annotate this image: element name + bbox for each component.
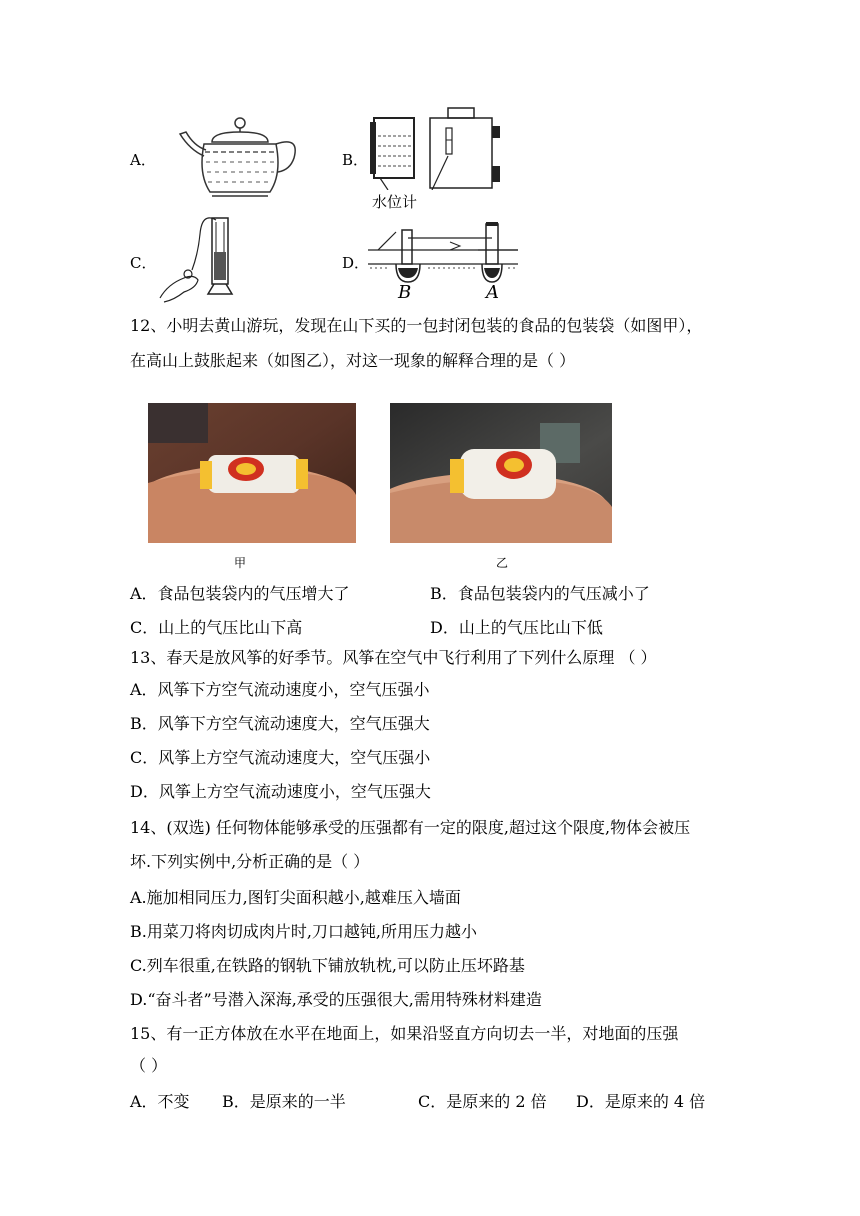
q15-option-c: C．是原来的 2 倍 <box>418 1092 547 1111</box>
teapot-figure <box>178 112 302 200</box>
q14-stem-line2: 坏.下列实例中,分析正确的是（ ） <box>130 852 370 871</box>
q14-option-b: B.用菜刀将肉切成肉片时,刀口越钝,所用压力越小 <box>130 922 478 941</box>
q15-stem-line2: （ ） <box>130 1056 168 1075</box>
q14-option-d: D.“奋斗者”号潜入深海,承受的压强很大,需用特殊材料建造 <box>130 990 542 1009</box>
q14-option-c: C.列车很重,在铁路的钢轨下铺放轨枕,可以防止压坏路基 <box>130 956 525 975</box>
option-c-label: C． <box>130 254 157 272</box>
manometer-figure <box>154 214 246 304</box>
connected-vessels-figure <box>368 220 518 286</box>
option-d-label: D． <box>342 254 370 272</box>
q12-option-c: C．山上的气压比山下高 <box>130 618 303 637</box>
q13-option-c: C．风筝上方空气流动速度大，空气压强小 <box>130 748 431 767</box>
q12-option-a: A．食品包装袋内的气压增大了 <box>130 584 350 603</box>
q15-stem-line1: 15、有一正方体放在水平在地面上，如果沿竖直方向切去一半，对地面的压强 <box>130 1024 679 1043</box>
caption-yi: 乙 <box>496 556 509 570</box>
label-a: A <box>486 282 499 303</box>
q12-stem-line1: 12、小明去黄山游玩，发现在山下买的一包封闭包装的食品的包装袋（如图甲）， <box>130 316 703 335</box>
q14-stem-line1: 14、(双选) 任何物体能够承受的压强都有一定的限度,超过这个限度,物体会被压 <box>130 818 691 837</box>
q13-option-b: B．风筝下方空气流动速度大，空气压强大 <box>130 714 430 733</box>
q13-option-a: A．风筝下方空气流动速度小，空气压强小 <box>130 680 430 699</box>
photo-yi <box>390 403 612 543</box>
q15-option-d: D．是原来的 4 倍 <box>576 1092 706 1111</box>
q12-option-b: B．食品包装袋内的气压减小了 <box>430 584 650 603</box>
q15-option-a: A．不变 <box>130 1092 190 1111</box>
q12-option-d: D．山上的气压比山下低 <box>430 618 603 637</box>
q15-option-b: B．是原来的一半 <box>222 1092 346 1111</box>
option-b-label: B． <box>342 151 369 169</box>
water-gauge-label: 水位计 <box>372 193 418 211</box>
boiler-water-gauge-figure <box>366 106 506 190</box>
q14-option-a: A.施加相同压力,图钉尖面积越小,越难压入墙面 <box>130 888 461 907</box>
option-a-label: A． <box>130 151 156 169</box>
photo-jia <box>148 403 356 543</box>
q13-stem: 13、春天是放风筝的好季节。风筝在空气中飞行利用了下列什么原理 （ ） <box>130 648 657 667</box>
label-b: B <box>398 282 412 303</box>
q13-option-d: D．风筝上方空气流动速度小，空气压强大 <box>130 782 431 801</box>
q12-stem-line2: 在高山上鼓胀起来（如图乙），对这一现象的解释合理的是（ ） <box>130 351 576 370</box>
caption-jia: 甲 <box>234 556 247 570</box>
